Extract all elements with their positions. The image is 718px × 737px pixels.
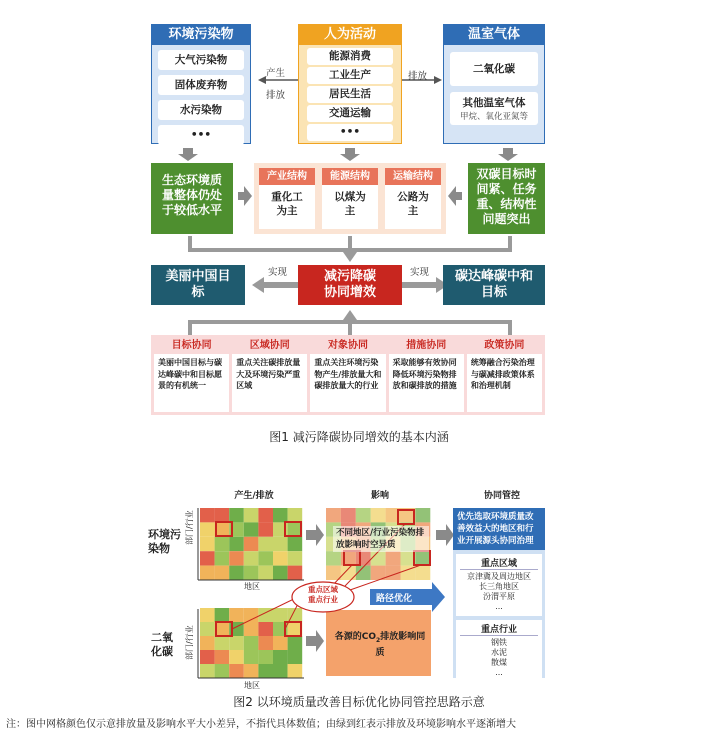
synergy-body: 重点关注碳排放量大及环境污染严重区域: [232, 354, 307, 412]
grid-cell: [273, 566, 288, 580]
grid-cell: [215, 508, 230, 522]
grid-cell: [326, 551, 341, 565]
grid-cell: [273, 664, 288, 678]
co2-text-a: 各源的CO: [334, 632, 377, 642]
grid-cell: [229, 650, 244, 664]
grid-cell: [215, 650, 230, 664]
grid-cell: [215, 566, 230, 580]
impact-text: 不同地区/行业污染物排放影响时空异质: [333, 526, 429, 552]
grid-cell: [215, 551, 230, 565]
grid-cell: [200, 551, 215, 565]
grid-cell: [244, 522, 259, 536]
grid-cell: [200, 566, 215, 580]
focus-industry-item: 散煤: [491, 658, 507, 667]
structure-body: 以煤为主: [334, 191, 366, 217]
arrow-label-emit-left: 排放: [266, 90, 286, 101]
grid-cell: [244, 636, 259, 650]
axis-y-label: 部门/行业: [185, 510, 194, 545]
synergy-body: 采取能够有效协同降低环境污染物排放和碳排放的措施: [389, 354, 464, 412]
focus-label-industry: 重点行业: [308, 595, 338, 604]
focus-label: [297, 585, 349, 605]
dual-carbon-box: 双碳目标时间紧、任务重、结构性问题突出: [468, 163, 545, 234]
grid-cell: [415, 551, 430, 565]
co2-text-b: 排放影响同质: [375, 632, 426, 658]
grid-cell: [288, 537, 303, 551]
grid-cell: [215, 537, 230, 551]
co2-impact-text: [334, 631, 426, 660]
human-item: 工业生产: [307, 67, 393, 84]
structure-title: 运输结构: [385, 168, 441, 185]
synergy-title: 对象协同: [328, 340, 368, 351]
realize-label-left: 实现: [268, 267, 288, 278]
env-item: 固体废弃物: [158, 75, 244, 95]
arrow-label-produce: 产生: [266, 68, 286, 79]
grid-cell: [288, 664, 303, 678]
grid-cell: [215, 664, 230, 678]
synergy-title: 目标协同: [171, 340, 212, 351]
grid-cell: [200, 664, 215, 678]
grid-cell: [258, 664, 273, 678]
grid-cell: [215, 636, 230, 650]
focus-industry-title: 重点行业: [460, 622, 538, 636]
control-top-text: 优先选取环境质量改善效益大的地区和行业开展源头协同治理: [453, 508, 545, 550]
grid-cell: [200, 622, 215, 636]
co2-emission-grid: [200, 608, 302, 678]
arrow-impact-to-control: [436, 524, 454, 546]
grid-cell: [229, 551, 244, 565]
env-pollutants-title: 环境污染物: [152, 25, 250, 45]
grid-cell: [273, 508, 288, 522]
grid-cell: [229, 508, 244, 522]
grid-cell: [244, 537, 259, 551]
focus-label-region: 重点区域: [308, 585, 338, 594]
grid-cell: [326, 508, 341, 522]
grid-cell: [215, 608, 230, 622]
col-title-emission: 产生/排放: [234, 491, 274, 501]
figure2-note: 注：图中网格颜色仅示意排放量及影响水平大小差异，不指代具体数值；由绿到红表示排放及环境影响水平逐渐增大: [6, 719, 516, 730]
env-item: 水污染物: [158, 100, 244, 120]
col-title-impact: 影响: [370, 491, 389, 501]
grid-cell: [341, 508, 356, 522]
pollutant-emission-grid: [200, 508, 302, 580]
env-item: •••: [158, 125, 244, 145]
env-item: 大气污染物: [158, 50, 244, 70]
grid-cell: [288, 650, 303, 664]
human-activity-title: 人为活动: [299, 25, 401, 45]
grid-cell: [258, 522, 273, 536]
grid-cell: [258, 537, 273, 551]
grid-cell: [244, 566, 259, 580]
grid-cell: [273, 551, 288, 565]
human-item: 居民生活: [307, 86, 393, 103]
grid-cell: [200, 508, 215, 522]
focus-region-item: 汾渭平原: [483, 592, 515, 601]
grid-cell: [415, 508, 430, 522]
structure-title: 产业结构: [259, 168, 315, 185]
grid-cell: [200, 608, 215, 622]
grid-cell: [326, 566, 341, 580]
grid-cell: [258, 650, 273, 664]
path-optimization-label: 路径优化: [376, 594, 413, 604]
focus-industry-item: 水泥: [491, 648, 507, 657]
grid-cell: [258, 622, 273, 636]
structure-body: 公路为主: [397, 191, 429, 217]
synergy-title: 区域协同: [249, 340, 290, 351]
realize-label-right: 实现: [410, 267, 430, 278]
row-label-pollutants: 环境污染物: [148, 528, 181, 555]
grid-cell: [288, 566, 303, 580]
co2-subscript: 2: [376, 636, 381, 644]
human-item: 交通运输: [307, 105, 393, 122]
grid-cell: [371, 551, 386, 565]
grid-cell: [200, 537, 215, 551]
axis-x-label: 地区: [244, 681, 260, 690]
row-label-co2: 二氧化碳: [151, 631, 173, 658]
focus-region-box: [456, 554, 542, 616]
grid-cell: [258, 551, 273, 565]
grid-cell: [258, 636, 273, 650]
grid-cell: [273, 650, 288, 664]
arrow-co2-to-impact: [306, 630, 324, 652]
human-item: 能源消费: [307, 48, 393, 65]
grid-cell: [273, 537, 288, 551]
focus-region-title: 重点区域: [460, 556, 538, 570]
focus-industry-item: 钢铁: [491, 638, 507, 647]
grid-cell: [244, 508, 259, 522]
grid-cell: [229, 636, 244, 650]
grid-cell: [415, 566, 430, 580]
grid-cell: [229, 608, 244, 622]
ghg-title: 温室气体: [444, 25, 544, 45]
grid-cell: [244, 551, 259, 565]
arrow-label-emit-right: 排放: [408, 71, 428, 82]
control-column: [453, 508, 545, 678]
grid-cell: [288, 551, 303, 565]
figure2-caption: 图2 以环境质量改善目标优化协同管控思路示意: [233, 695, 485, 709]
grid-cell: [273, 636, 288, 650]
grid-cell: [229, 664, 244, 678]
core-synergy-box: 减污降碳协同增效: [298, 265, 402, 305]
focus-region-item: 长三角地区: [479, 582, 519, 591]
focus-region-item: ...: [495, 602, 503, 611]
grid-cell: [229, 566, 244, 580]
focus-industry-item: ...: [495, 668, 503, 677]
synergy-title: 措施协同: [406, 340, 447, 351]
focus-industry-box: [456, 620, 542, 682]
axis-x-label: 地区: [244, 582, 260, 591]
grid-cell: [356, 508, 371, 522]
focus-region-item: 京津冀及周边地区: [467, 572, 531, 581]
grid-cell: [386, 551, 401, 565]
grid-cell: [244, 664, 259, 678]
grid-cell: [258, 508, 273, 522]
col-title-control: 协同管控: [483, 491, 520, 501]
ghg-other-title: 其他温室气体: [462, 97, 526, 109]
synergy-title: 政策协同: [484, 340, 525, 351]
ghg-item-co2: 二氧化碳: [450, 52, 538, 86]
grid-cell: [200, 636, 215, 650]
grid-cell: [288, 508, 303, 522]
grid-cell: [244, 650, 259, 664]
arrow-emission-to-impact: [306, 524, 324, 546]
axis-y-label: 部门/行业: [185, 625, 194, 660]
grid-cell: [273, 608, 288, 622]
synergy-body: 美丽中国目标与碳达峰碳中和目标愿景的有机统一: [154, 354, 229, 412]
synergy-body: 统筹融合污染治理与碳减排政策体系和治理机制: [467, 354, 542, 412]
grid-cell: [371, 508, 386, 522]
grid-cell: [288, 636, 303, 650]
synergy-body: 重点关注环境污染物产生/排放量大和碳排放量大的行业: [310, 354, 385, 412]
figure1-caption: 图1 减污降碳协同增效的基本内涵: [269, 430, 449, 444]
grid-cell: [200, 650, 215, 664]
grid-cell: [200, 522, 215, 536]
carbon-goal-box: 碳达峰碳中和目标: [443, 265, 545, 305]
grid-cell: [244, 622, 259, 636]
eco-status-box: 生态环境质量整体仍处于较低水平: [151, 163, 233, 234]
structure-title: 能源结构: [322, 168, 378, 185]
grid-cell: [356, 551, 371, 565]
grid-cell: [229, 537, 244, 551]
structure-body: 重化工为主: [271, 191, 303, 217]
human-item: •••: [307, 124, 393, 141]
ghg-other-sub: 甲烷、氧化亚氮等: [459, 112, 528, 122]
beautiful-china-goal: 美丽中国目标: [151, 265, 245, 305]
grid-cell: [258, 566, 273, 580]
